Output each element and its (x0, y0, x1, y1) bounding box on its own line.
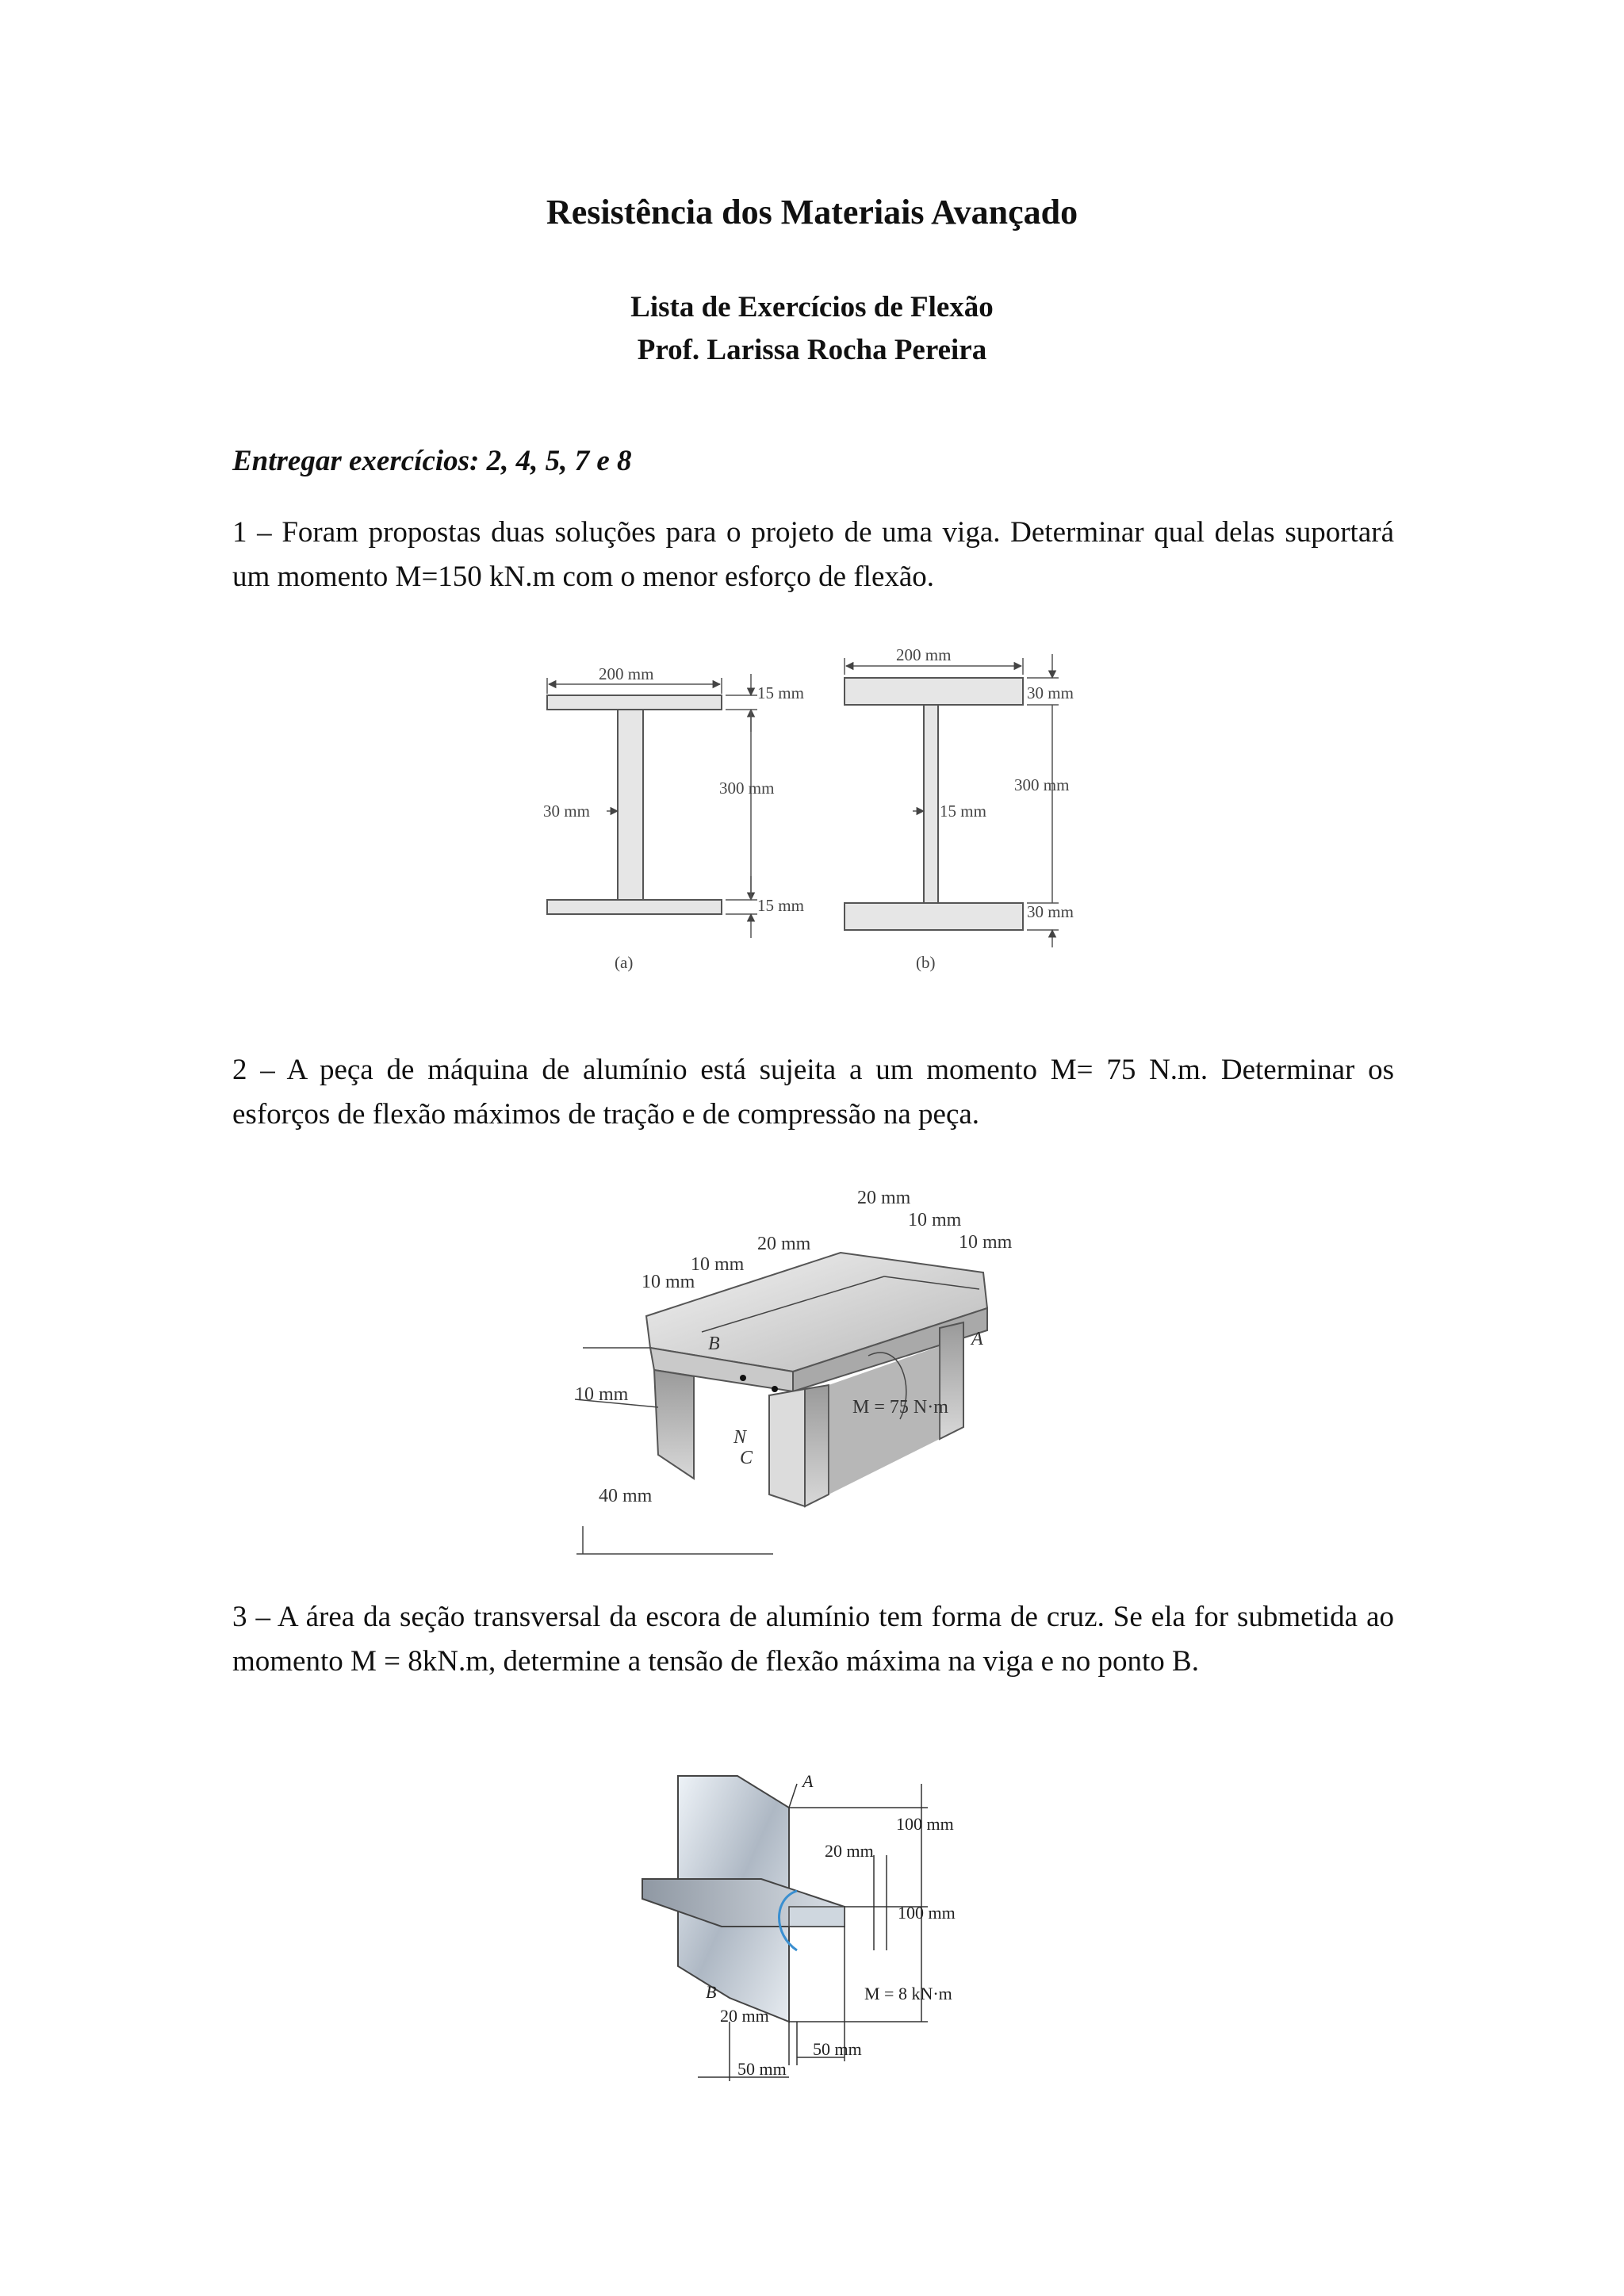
point-a-label: A (971, 1329, 983, 1349)
a-label: (a) (615, 953, 634, 972)
dim-20-right: 20 mm (825, 1841, 874, 1861)
list-title: Lista de Exercícios de Flexão (630, 291, 994, 323)
b-flange-bottom-dim: 30 mm (1027, 902, 1074, 921)
delivery-instructions: Entregar exercícios: 2, 4, 5, 7 e 8 (232, 445, 632, 477)
dim-10-b: 10 mm (959, 1232, 1013, 1253)
beam-a-top-flange (547, 695, 722, 710)
dim-40: 40 mm (599, 1486, 653, 1506)
a-flange-top-dim: 15 mm (757, 683, 804, 702)
moment-label: M = 8 kN·m (864, 1984, 952, 2003)
machine-part-center-leg (805, 1385, 829, 1506)
dim-20-mid: 20 mm (757, 1234, 811, 1254)
a-flange-bottom-dim: 15 mm (757, 896, 804, 915)
point-c-label: C (740, 1448, 753, 1468)
point-n-label: N (733, 1427, 747, 1448)
dim-10-a: 10 mm (908, 1210, 962, 1230)
a-web-dim: 30 mm (543, 802, 590, 821)
point-b-label: B (706, 1982, 717, 2002)
a-width-dim: 200 mm (599, 664, 654, 683)
beam-a-bottom-flange (547, 900, 722, 914)
b-height-dim: 300 mm (1014, 775, 1070, 794)
professor-name: Prof. Larissa Rocha Pereira (637, 334, 987, 366)
point-b-label: B (708, 1334, 720, 1354)
dim-100-top: 100 mm (896, 1814, 954, 1834)
dim-100-bottom: 100 mm (898, 1903, 956, 1923)
exercise-2-figure (567, 1181, 1043, 1562)
exercise-1-figure (519, 638, 1102, 987)
dim-10-left: 10 mm (575, 1384, 629, 1405)
b-web-dim: 15 mm (940, 802, 986, 821)
point-a-label: A (802, 1771, 814, 1791)
dim-50-left: 50 mm (737, 2059, 787, 2079)
beam-a-web (618, 710, 643, 900)
b-flange-top-dim: 30 mm (1027, 683, 1074, 702)
dim-10-d: 10 mm (642, 1272, 695, 1292)
b-width-dim: 200 mm (896, 645, 952, 664)
dim-20-top: 20 mm (857, 1188, 911, 1208)
exercise-2-text: 2 – A peça de máquina de alumínio está sujeita a um momento M= 75 N.m. Determinar os esforços de flexão máximos de tração e de compressão na peça. (232, 1054, 1394, 1131)
dim-10-c: 10 mm (691, 1254, 745, 1275)
beam-b-bottom-flange (845, 903, 1023, 930)
a-height-dim: 300 mm (719, 779, 775, 798)
exercise-3-text: 3 – A área da seção transversal da escora de alumínio tem forma de cruz. Se ela for submetida ao momento M = 8kN.m, determine a tensão de flexão máxima na viga e no ponto B. (232, 1601, 1394, 1678)
b-label: (b) (916, 953, 936, 972)
exercise-3-figure (626, 1760, 1007, 2093)
beam-b-top-flange (845, 678, 1023, 705)
dim-20-bottom: 20 mm (720, 2006, 769, 2026)
dim-50-right: 50 mm (813, 2039, 862, 2059)
exercise-1-text: 1 – Foram propostas duas soluções para o projeto de uma viga. Determinar qual delas suportará um momento M=150 kN.m com o menor esforço de flexão. (232, 516, 1394, 593)
document-title: Resistência dos Materiais Avançado (546, 193, 1078, 232)
moment-label: M = 75 N·m (852, 1397, 948, 1418)
beam-b-web (924, 705, 938, 903)
